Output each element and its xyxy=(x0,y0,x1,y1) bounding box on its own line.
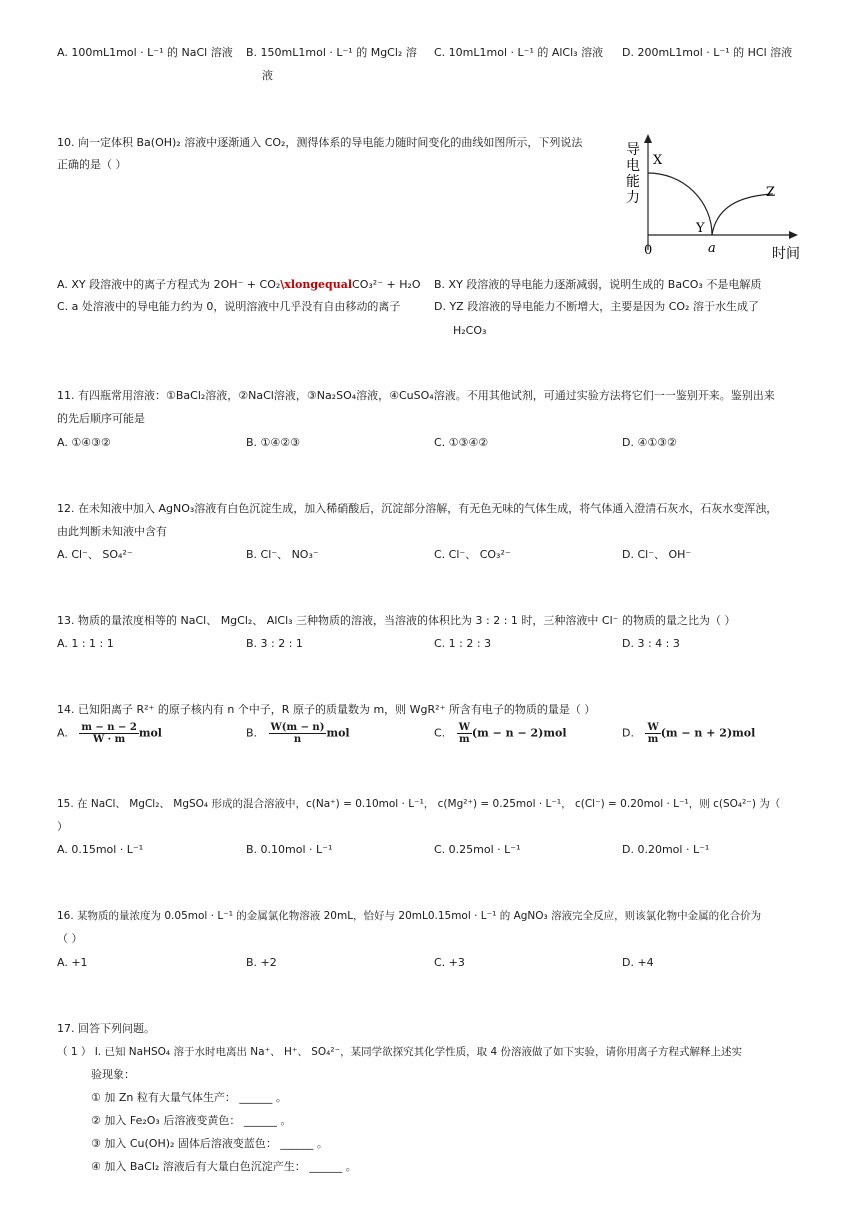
q13-option-a: A. 1 : 1 : 1 xyxy=(57,637,114,650)
q17-stem-line2: （ 1 ） Ⅰ. 已知 NaHSO₄ 溶于水时电离出 Na⁺、 H⁺、 SO₄²⁻，某同学欲探究其化学性质，取 4 份溶液做了如下实验，请你用离子方程式解释上述实 xyxy=(57,1046,742,1058)
q15-stem-line2: ） xyxy=(57,820,68,833)
q14-option-d-numerator: W xyxy=(647,722,659,733)
q15-stem-line1: 15. 在 NaCl、 MgCl₂、 MgSO₄ 形成的混合溶液中，c(Na⁺) = 0.10mol · L⁻¹， c(Mg²⁺) = 0.25mol · L⁻¹， c(Cl⁻) = 0.20mol · L⁻¹，则 c(SO₄²⁻) 为（ xyxy=(57,798,781,810)
q12-stem-line1: 12. 在未知液中加入 AgNO₃溶液有白色沉淀生成，加入稀硝酸后，沉淀部分溶解，有无色无味的气体生成，将气体通入澄清石灰水，石灰水变浑浊， xyxy=(57,502,778,515)
q11-option-b: B. ①④②③ xyxy=(246,436,300,449)
q14-option-c-numerator: W xyxy=(458,722,470,733)
q14-option-c xyxy=(434,722,567,745)
q10-option-a xyxy=(57,278,421,292)
q14-option-b-numerator: W(m − n) xyxy=(270,722,325,733)
q17-stem-line3: 验现象： xyxy=(91,1068,135,1081)
q14-option-c-denominator: m xyxy=(459,734,470,745)
q17-item-3: ③ 加入 Cu(OH)₂ 固体后溶液变蓝色： ______ 。 xyxy=(91,1137,328,1150)
q14-stem-line1: 14. 已知阳离子 R²⁺ 的原子核内有 n 个中子，R 原子的质量数为 m，则 WgR²⁺ 所含有电子的物质的量是（ ） xyxy=(57,703,596,716)
q14-option-b-label: B. xyxy=(246,726,258,740)
graph-ylabel-char3: 能 xyxy=(626,174,640,190)
curve-yz xyxy=(712,194,773,235)
q9-option-d: D. 200mL1mol · L⁻¹ 的 HCl 溶液 xyxy=(622,46,793,59)
graph-ylabel-char2: 电 xyxy=(626,158,640,174)
q16-option-d: D. +4 xyxy=(622,956,654,969)
q11-stem-line1: 11. 有四瓶常用溶液：①BaCl₂溶液，②NaCl溶液，③Na₂SO₄溶液，④CuSO₄溶液。不用其他试剂，可通过实验方法将它们一一鉴别开来。鉴别出来 xyxy=(57,389,775,402)
y-axis-arrow xyxy=(644,134,652,143)
q14-option-a-unit: mol xyxy=(138,726,162,740)
q16-stem-line2: （ ） xyxy=(57,932,83,945)
q15-option-b: B. 0.10mol · L⁻¹ xyxy=(246,843,333,856)
q11-option-a: A. ①④③② xyxy=(57,436,111,449)
q14-option-c-fraction xyxy=(457,722,472,745)
q14-option-d-rest: (m − n + 2)mol xyxy=(660,726,756,740)
q17-item-4: ④ 加入 BaCl₂ 溶液后有大量白色沉淀产生： ______ 。 xyxy=(91,1160,357,1173)
q9-option-a: A. 100mL1mol · L⁻¹ 的 NaCl 溶液 xyxy=(57,46,233,59)
q14-option-d-fraction xyxy=(645,722,660,745)
q16-option-b: B. +2 xyxy=(246,956,277,969)
q14-option-b-unit: mol xyxy=(326,726,350,740)
origin-label: 0 xyxy=(644,243,653,258)
conductivity-graph xyxy=(620,128,810,268)
q11-stem-line2: 的先后顺序可能是 xyxy=(57,412,145,425)
q13-option-d: D. 3 : 4 : 3 xyxy=(622,637,680,650)
q10-option-b: B. XY 段溶液的导电能力逐渐减弱，说明生成的 BaCO₃ 不是电解质 xyxy=(434,278,762,291)
q15-option-a: A. 0.15mol · L⁻¹ xyxy=(57,843,144,856)
q9-option-c: C. 10mL1mol · L⁻¹ 的 AlCl₃ 溶液 xyxy=(434,46,604,59)
q13-option-c: C. 1 : 2 : 3 xyxy=(434,637,492,650)
q14-option-a xyxy=(57,722,162,745)
q14-option-d xyxy=(622,722,755,745)
q14-option-b-fraction xyxy=(269,722,327,745)
q9-option-b-line1: B. 150mL1mol · L⁻¹ 的 MgCl₂ 溶 xyxy=(246,46,417,59)
q14-option-b xyxy=(246,722,350,745)
point-z-label: Z xyxy=(766,185,776,200)
q11-option-c: C. ①③④② xyxy=(434,436,489,449)
q14-option-c-rest: (m − n − 2)mol xyxy=(471,726,567,740)
point-x-label: X xyxy=(653,153,663,168)
q16-stem-line1: 16. 某物质的量浓度为 0.05mol · L⁻¹ 的金属氯化物溶液 20mL，恰好与 20mL0.15mol · L⁻¹ 的 AgNO₃ 溶液完全反应，则该氯化物中金属的化合价为 xyxy=(57,910,762,922)
graph-xlabel: 时间 xyxy=(772,246,800,262)
point-a-label: a xyxy=(708,241,716,256)
graph-ylabel-char1: 导 xyxy=(626,142,640,158)
q14-option-d-label: D. xyxy=(622,726,634,740)
q10-option-a-post: CO₃²⁻ + H₂O xyxy=(352,278,421,291)
q12-option-b: B. Cl⁻、 NO₃⁻ xyxy=(246,548,319,561)
q10-option-c: C. a 处溶液中的导电能力约为 0，说明溶液中几乎没有自由移动的离子 xyxy=(57,300,401,313)
q14-option-a-numerator: m − n − 2 xyxy=(81,722,137,733)
q10-stem-line1: 10. 向一定体积 Ba(OH)₂ 溶液中逐渐通入 CO₂，测得体系的导电能力随时间变化的曲线如图所示，下列说法 xyxy=(57,136,583,149)
x-axis-arrow xyxy=(789,231,798,239)
q15-option-d: D. 0.20mol · L⁻¹ xyxy=(622,843,710,856)
q12-stem-line2: 由此判断未知液中含有 xyxy=(57,525,167,538)
graph-ylabel-char4: 力 xyxy=(626,190,640,206)
q17-item-2: ② 加入 Fe₂O₃ 后溶液变黄色： ______ 。 xyxy=(91,1114,292,1127)
point-y-label: Y xyxy=(696,221,705,236)
q14-option-a-denominator: W · m xyxy=(92,734,126,745)
q13-stem-line1: 13. 物质的量浓度相等的 NaCl、 MgCl₂、 AlCl₃ 三种物质的溶液，当溶液的体积比为 3 : 2 : 1 时，三种溶液中 Cl⁻ 的物质的量之比为（ ） xyxy=(57,614,736,627)
q10-option-a-red-macro: \xlongequal xyxy=(280,278,353,291)
q16-option-a: A. +1 xyxy=(57,956,88,969)
q10-option-d-line2: H₂CO₃ xyxy=(453,324,487,337)
q14-option-a-label: A. xyxy=(57,726,68,740)
q15-option-c: C. 0.25mol · L⁻¹ xyxy=(434,843,521,856)
q14-option-b-denominator: n xyxy=(293,734,302,745)
q12-option-a: A. Cl⁻、 SO₄²⁻ xyxy=(57,548,133,561)
q9-option-b-line2: 液 xyxy=(262,69,273,82)
q10-option-a-pre: A. XY 段溶液中的离子方程式为 2OH⁻ + CO₂ xyxy=(57,278,281,291)
q13-option-b: B. 3 : 2 : 1 xyxy=(246,637,303,650)
q14-option-a-fraction xyxy=(79,722,139,745)
q14-option-c-label: C. xyxy=(434,726,446,740)
q17-stem-line1: 17. 回答下列问题。 xyxy=(57,1022,155,1035)
q16-option-c: C. +3 xyxy=(434,956,465,969)
q10-option-d-line1: D. YZ 段溶液的导电能力不断增大，主要是因为 CO₂ 溶于水生成了 xyxy=(434,300,759,313)
q17-item-1: ① 加 Zn 粒有大量气体生产： ______ 。 xyxy=(91,1091,287,1104)
q10-stem-line2: 正确的是（ ） xyxy=(57,158,127,171)
q14-option-d-denominator: m xyxy=(647,734,659,745)
q12-option-d: D. Cl⁻、 OH⁻ xyxy=(622,548,692,561)
q12-option-c: C. Cl⁻、 CO₃²⁻ xyxy=(434,548,511,561)
q11-option-d: D. ④①③② xyxy=(622,436,677,449)
